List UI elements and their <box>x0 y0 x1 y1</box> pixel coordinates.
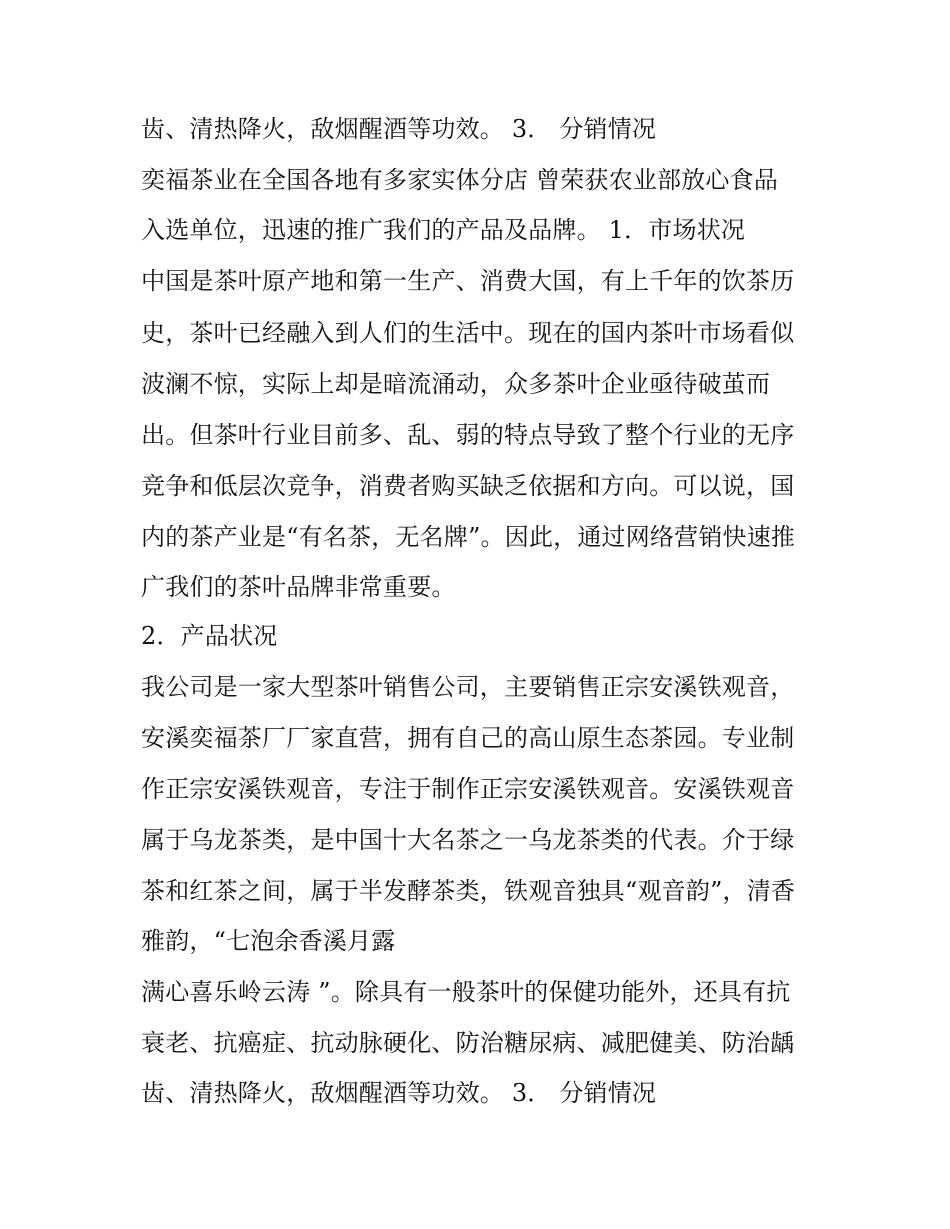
text-line: 安溪奕福茶厂厂家直营，拥有自己的高山原生态茶园。专业制 <box>141 724 795 752</box>
text-line: 广我们的茶叶品牌非常重要。 <box>141 573 456 601</box>
text-line: 属于乌龙茶类，是中国十大名茶之一乌龙茶类的代表。介于绿 <box>141 826 795 854</box>
text-line: 齿、清热降火，敌烟醒酒等功效。 3． 分销情况 <box>141 115 657 143</box>
text-line: 奕福茶业在全国各地有多家实体分店 曾荣获农业部放心食品 <box>141 166 779 194</box>
text-line: 我公司是一家大型茶叶销售公司，主要销售正宗安溪铁观音， <box>141 673 795 701</box>
text-line: 作正宗安溪铁观音，专注于制作正宗安溪铁观音。安溪铁观音 <box>141 775 795 803</box>
text-line: 齿、清热降火，敌烟醒酒等功效。 3． 分销情况 <box>141 1079 657 1107</box>
text-line: 出。但茶叶行业目前多、乱、弱的特点导致了整个行业的无序 <box>141 421 795 449</box>
text-line: 衰老、抗癌症、抗动脉硬化、防治糖尿病、减肥健美、防治龋 <box>141 1029 795 1057</box>
text-line: 史，茶叶已经融入到人们的生活中。现在的国内茶叶市场看似 <box>141 319 795 347</box>
text-line: 波澜不惊，实际上却是暗流涌动，众多茶叶企业亟待破茧而 <box>141 370 771 398</box>
section-heading: 2．产品状况 <box>141 622 278 650</box>
text-line: 竞争和低层次竞争，消费者购买缺乏依据和方向。可以说，国 <box>141 472 795 500</box>
text-line: 内的茶产业是“有名茶，无名牌”。因此，通过网络营销快速推 <box>141 523 796 551</box>
text-line: 茶和红茶之间，属于半发酵茶类，铁观音独具“观音韵”，清香 <box>141 877 796 905</box>
text-line: 雅韵，“七泡余香溪月露 <box>141 927 396 955</box>
text-line: 满心喜乐岭云涛 ”。除具有一般茶叶的保健功能外，还具有抗 <box>141 978 791 1006</box>
text-line: 中国是茶叶原产地和第一生产、消费大国，有上千年的饮茶历 <box>141 267 795 295</box>
text-line: 入选单位，迅速的推广我们的产品及品牌。 1．市场状况 <box>141 216 746 244</box>
